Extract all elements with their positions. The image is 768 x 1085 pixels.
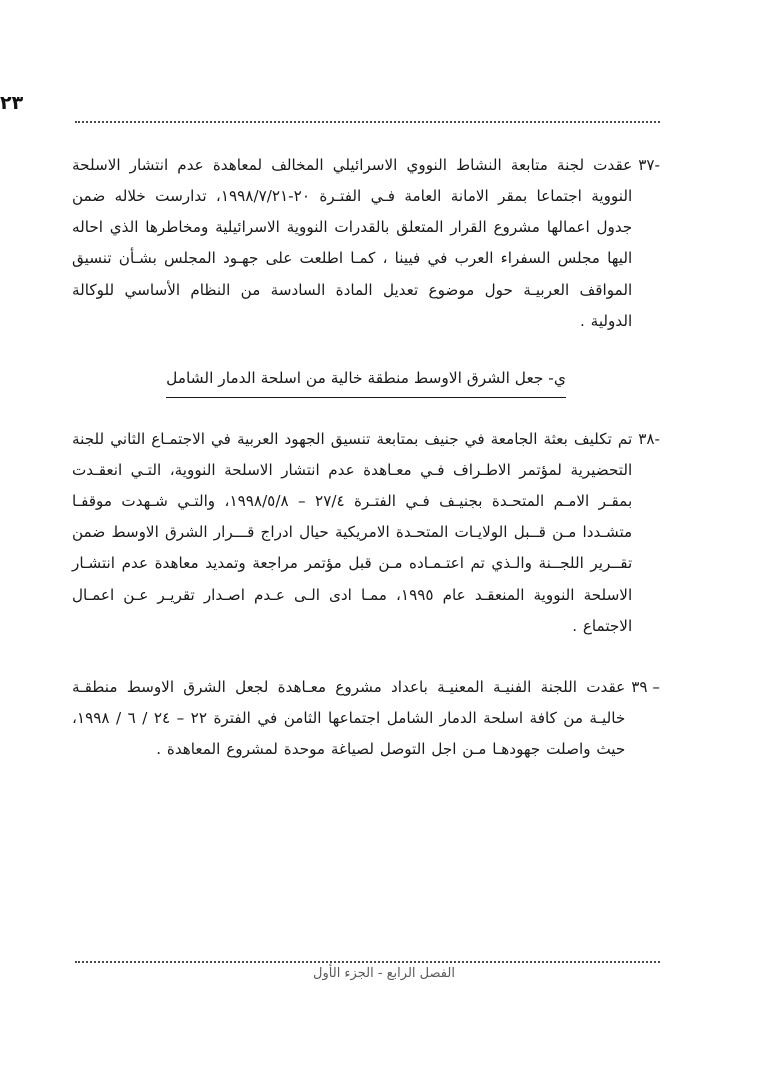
- paragraph-marker: -٣٨: [638, 429, 660, 448]
- subheading-text: ي- جعل الشرق الاوسط منطقة خالية من اسلحة الدمار الشامل: [166, 363, 566, 398]
- footer-mark: الفصل الرابع - الجزء الأول: [299, 966, 469, 981]
- subheading: [72, 363, 660, 398]
- footer-mark-wrapper: [0, 962, 768, 981]
- paragraph-marker: – ٣٩: [631, 677, 660, 696]
- paragraph-38: [72, 424, 660, 642]
- paragraph-text: عقدت لجنة متابعة النشاط النووي الاسرائيلي المخالف لمعاهدة عدم انتشار الاسلحة النووية اجتماعا بمقر الامانة العامة فـي الفتـرة ٢٠-١٩٩٨/٧/٢١، تدارست خلاله ضمن جدول اعمالها مشروع القرار المتعلق بالقدرات النووية الاسرائيلية ومخاطرها الذي احاله اليها مجلس السفراء العرب في فيينا ، كمـا اطلعت على جهـود المجلس بشـأن تنسيق المواقف العربيـة حول موضوع تعديل المادة السادسة من النظام الأساسي للوكالة الدولية .: [72, 156, 633, 330]
- header-divider: [75, 121, 660, 123]
- paragraph-text: تم تكليف بعثة الجامعة في جنيف بمتابعة تنسيق الجهود العربية في الاجتمـاع الثاني للجنة التحضيرية لمؤتمر الاطـراف فـي معـاهدة عدم انتشار الاسلحة النووية، التـي انعقـدت بمقـر الامـم المتحـدة بجنيـف فـي الفتـرة ٢٧/٤ – ١٩٩٨/٥/٨، والتـي شـهدت موقفـا متشـددا مـن قــبل الولايـات المتحـدة الامريكية حيال ادراج قـــرار الشرق الاوسط ضمن تقــرير اللجــنة والـذي تم اعتـمـاده مـن قبل مؤتمر مراجعة وتمديد معاهدة عدم انتشـار الاسلحة النووية المنعقـد عام ١٩٩٥، ممـا ادى الـى عـدم اصـدار تقريـر عـن اعمـال الاجتماع .: [72, 429, 633, 635]
- page-content: [72, 150, 660, 787]
- page-number: ٢٣: [0, 92, 24, 114]
- paragraph-text: عقدت اللجنة الفنيـة المعنيـة باعداد مشروع معـاهدة لجعل الشرق الاوسط منطقـة خاليـة من كافة اسلحة الدمار الشامل اجتماعها الثامن في الفترة ٢٢ – ٢٤ / ٦ / ١٩٩٨، حيث واصلت جهودهـا مـن اجل التوصل لصياغة موحدة لمشروع المعاهدة .: [72, 677, 626, 759]
- paragraph-39: [72, 672, 660, 765]
- paragraph-marker: -٣٧: [638, 156, 660, 174]
- paragraph-37: [72, 150, 660, 337]
